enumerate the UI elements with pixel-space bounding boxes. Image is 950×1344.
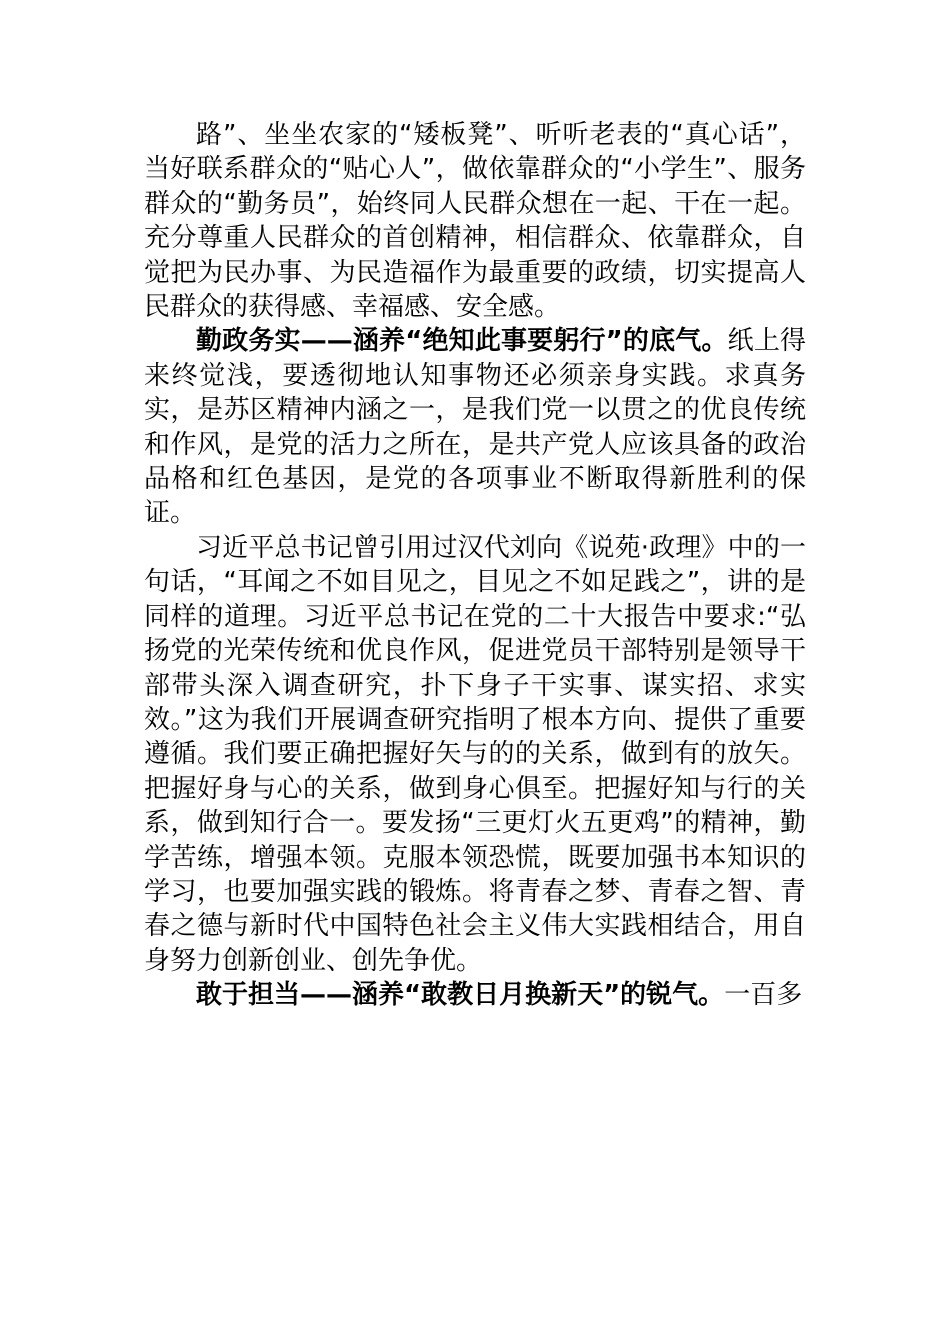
- paragraph-3: [144, 531, 806, 978]
- paragraph-2: [144, 324, 806, 530]
- document-body: [144, 118, 806, 1013]
- paragraph-3-text: 习近平总书记曾引用过汉代刘向《说苑·政理》中的一句话，“耳闻之不如目见之，目见之不如足践之”，讲的是同样的道理。习近平总书记在党的二十大报告中要求:“弘扬党的光荣传统和优良作风，促进党员干部特别是领导干部带头深入调查研究，扑下身子干实事、谋实招、求实效。”这为我们开展调查研究指明了根本方向、提供了重要遵循。我们要正确把握好矢与的的关系，做到有的放矢。把握好身与心的关系，做到身心俱至。把握好知与行的关系，做到知行合一。要发扬“三更灯火五更鸡”的精神，勤学苦练，增强本领。克服本领恐慌，既要加强书本知识的学习，也要加强实践的锻炼。将青春之梦、青春之智、青春之德与新时代中国特色社会主义伟大实践相结合，用自身努力创新创业、创先争优。: [144, 532, 806, 976]
- paragraph-1-text: 路”、坐坐农家的“矮板凳”、听听老表的“真心话”，当好联系群众的“贴心人”，做依靠群众的“小学生”、服务群众的“勤务员”，始终同人民群众想在一起、干在一起。充分尊重人民群众的首创精神，相信群众、依靠群众，自觉把为民办事、为民造福作为最重要的政绩，切实提高人民群众的获得感、幸福感、安全感。: [144, 120, 806, 323]
- paragraph-4: [144, 978, 806, 1012]
- paragraph-1: [144, 118, 806, 324]
- paragraph-4-text: 一百多: [724, 980, 803, 1011]
- section-heading-ganyu-dandang: 敢于担当——涵养“敢教日月换新天”的锐气。: [196, 980, 725, 1011]
- paragraph-2-text: 纸上得来终觉浅，要透彻地认知事物还必须亲身实践。求真务实，是苏区精神内涵之一，是我们党一以贯之的优良传统和作风，是党的活力之所在，是共产党人应该具备的政治品格和红色基因，是党的各项事业不断取得新胜利的保证。: [144, 326, 806, 529]
- section-heading-qinzheng-wushi: 勤政务实——涵养“绝知此事要躬行”的底气。: [196, 326, 728, 357]
